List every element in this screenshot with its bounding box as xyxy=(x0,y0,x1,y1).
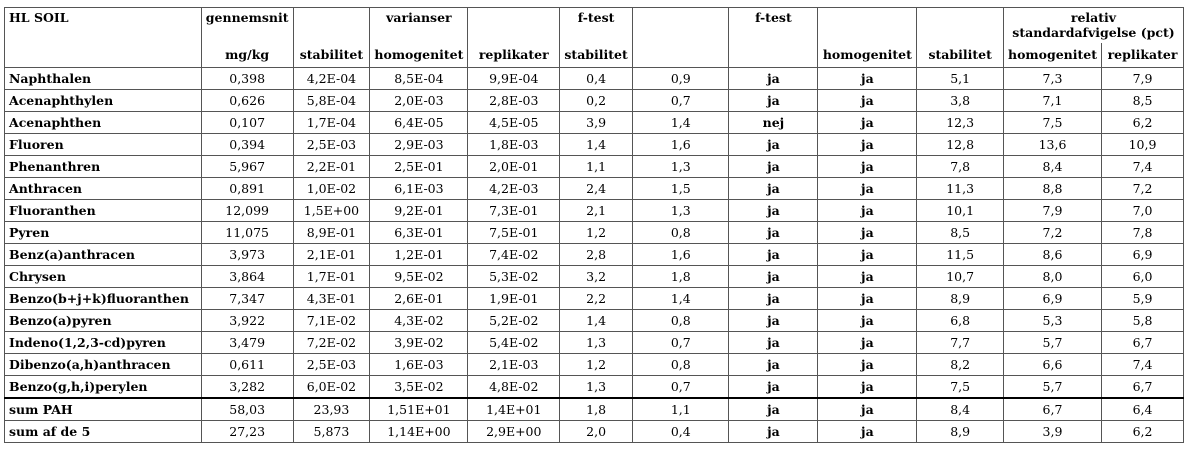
variance-stabilitet: 2,5E-03 xyxy=(293,354,370,376)
f-test-stabilitet-result: ja xyxy=(729,156,818,178)
rsd-replikater: 7,4 xyxy=(1102,156,1184,178)
variance-stabilitet: 6,0E-02 xyxy=(293,376,370,399)
table-row xyxy=(5,200,1184,222)
header-ftest2-homogenitet: homogenitet xyxy=(818,43,917,68)
f-test-stabilitet-result: ja xyxy=(729,222,818,244)
rsd-homogenitet: 7,3 xyxy=(1003,68,1101,90)
rsd-homogenitet: 6,7 xyxy=(1003,398,1101,421)
rsd-stabilitet: 10,7 xyxy=(917,266,1004,288)
variance-homogenitet: 1,2E-01 xyxy=(370,244,468,266)
variance-homogenitet: 6,1E-03 xyxy=(370,178,468,200)
variance-stabilitet: 2,2E-01 xyxy=(293,156,370,178)
mean-value: 0,394 xyxy=(201,134,293,156)
rsd-homogenitet: 5,7 xyxy=(1003,332,1101,354)
compound-name: Fluoranthen xyxy=(5,200,202,222)
rsd-stabilitet: 12,8 xyxy=(917,134,1004,156)
f-value-2: 1,1 xyxy=(633,398,729,421)
rsd-homogenitet: 8,6 xyxy=(1003,244,1101,266)
table-row xyxy=(5,68,1184,90)
rsd-stabilitet: 8,4 xyxy=(917,398,1004,421)
header-relativ-standardafvigelse: relativ standardafvigelse (pct) xyxy=(1003,8,1183,44)
rsd-homogenitet: 7,9 xyxy=(1003,200,1101,222)
table-row xyxy=(5,112,1184,134)
variance-homogenitet: 9,2E-01 xyxy=(370,200,468,222)
rsd-replikater: 6,2 xyxy=(1102,421,1184,443)
compound-name: Naphthalen xyxy=(5,68,202,90)
f-value-1: 2,4 xyxy=(560,178,633,200)
f-value-1: 1,4 xyxy=(560,134,633,156)
f-value-1: 0,4 xyxy=(560,68,633,90)
f-test-stabilitet-result: ja xyxy=(729,354,818,376)
mean-value: 0,891 xyxy=(201,178,293,200)
mean-value: 3,282 xyxy=(201,376,293,399)
compound-name: sum PAH xyxy=(5,398,202,421)
compound-name: Benzo(b+j+k)fluoranthen xyxy=(5,288,202,310)
variance-replikater: 7,4E-02 xyxy=(468,244,560,266)
variance-stabilitet: 8,9E-01 xyxy=(293,222,370,244)
variance-homogenitet: 1,51E+01 xyxy=(370,398,468,421)
mean-value: 0,398 xyxy=(201,68,293,90)
f-test-homogenitet-result: ja xyxy=(818,222,917,244)
f-value-1: 3,2 xyxy=(560,266,633,288)
f-test-homogenitet-result: ja xyxy=(818,200,917,222)
mean-value: 0,626 xyxy=(201,90,293,112)
variance-replikater: 1,4E+01 xyxy=(468,398,560,421)
table-row xyxy=(5,222,1184,244)
f-value-2: 1,5 xyxy=(633,178,729,200)
rsd-stabilitet: 6,8 xyxy=(917,310,1004,332)
f-test-stabilitet-result: ja xyxy=(729,398,818,421)
f-test-homogenitet-result: ja xyxy=(818,288,917,310)
compound-name: Phenanthren xyxy=(5,156,202,178)
mean-value: 0,611 xyxy=(201,354,293,376)
sum-row xyxy=(5,398,1184,421)
rsd-stabilitet: 11,5 xyxy=(917,244,1004,266)
f-test-homogenitet-result: ja xyxy=(818,376,917,399)
variance-stabilitet: 1,0E-02 xyxy=(293,178,370,200)
rsd-homogenitet: 8,8 xyxy=(1003,178,1101,200)
f-value-2: 1,6 xyxy=(633,244,729,266)
rsd-replikater: 5,8 xyxy=(1102,310,1184,332)
f-test-stabilitet-result: ja xyxy=(729,310,818,332)
header-row-2 xyxy=(5,43,1184,68)
f-value-1: 2,2 xyxy=(560,288,633,310)
variance-homogenitet: 1,6E-03 xyxy=(370,354,468,376)
rsd-homogenitet: 6,9 xyxy=(1003,288,1101,310)
header-empty xyxy=(633,8,729,44)
table-row xyxy=(5,354,1184,376)
f-test-homogenitet-result: ja xyxy=(818,266,917,288)
variance-replikater: 2,1E-03 xyxy=(468,354,560,376)
pah-results-table xyxy=(4,7,1184,443)
variance-homogenitet: 4,3E-02 xyxy=(370,310,468,332)
mean-value: 3,864 xyxy=(201,266,293,288)
sum-rows xyxy=(5,398,1184,443)
header-f-test-2: f-test xyxy=(729,8,818,44)
table-row xyxy=(5,288,1184,310)
header-var-replikater: replikater xyxy=(468,43,560,68)
rsd-stabilitet: 3,8 xyxy=(917,90,1004,112)
header-empty xyxy=(468,8,560,44)
table-row xyxy=(5,178,1184,200)
variance-homogenitet: 6,3E-01 xyxy=(370,222,468,244)
header-empty xyxy=(293,8,370,44)
mean-value: 3,973 xyxy=(201,244,293,266)
f-value-1: 0,2 xyxy=(560,90,633,112)
f-test-homogenitet-result: ja xyxy=(818,90,917,112)
table-row xyxy=(5,244,1184,266)
compound-name: Benzo(g,h,i)perylen xyxy=(5,376,202,399)
rsd-stabilitet: 11,3 xyxy=(917,178,1004,200)
header-rel-replikater: replikater xyxy=(1102,43,1184,68)
rsd-replikater: 7,9 xyxy=(1102,68,1184,90)
variance-stabilitet: 5,873 xyxy=(293,421,370,443)
f-test-stabilitet-result: ja xyxy=(729,266,818,288)
rsd-homogenitet: 5,3 xyxy=(1003,310,1101,332)
f-value-2: 0,8 xyxy=(633,354,729,376)
variance-replikater: 7,3E-01 xyxy=(468,200,560,222)
f-value-1: 1,2 xyxy=(560,354,633,376)
compound-name: Indeno(1,2,3-cd)pyren xyxy=(5,332,202,354)
variance-replikater: 5,2E-02 xyxy=(468,310,560,332)
header-empty xyxy=(917,8,1004,44)
compound-name: Pyren xyxy=(5,222,202,244)
variance-stabilitet: 4,3E-01 xyxy=(293,288,370,310)
f-value-2: 0,9 xyxy=(633,68,729,90)
f-test-homogenitet-result: ja xyxy=(818,68,917,90)
mean-value: 5,967 xyxy=(201,156,293,178)
f-test-stabilitet-result: nej xyxy=(729,112,818,134)
f-test-stabilitet-result: ja xyxy=(729,332,818,354)
rsd-replikater: 7,2 xyxy=(1102,178,1184,200)
variance-homogenitet: 2,6E-01 xyxy=(370,288,468,310)
variance-stabilitet: 1,5E+00 xyxy=(293,200,370,222)
f-value-2: 1,3 xyxy=(633,156,729,178)
f-test-stabilitet-result: ja xyxy=(729,68,818,90)
mean-value: 11,075 xyxy=(201,222,293,244)
f-test-homogenitet-result: ja xyxy=(818,354,917,376)
header-var-stabilitet: stabilitet xyxy=(293,43,370,68)
variance-replikater: 9,9E-04 xyxy=(468,68,560,90)
rsd-replikater: 6,7 xyxy=(1102,376,1184,399)
header-empty xyxy=(729,43,818,68)
f-test-homogenitet-result: ja xyxy=(818,398,917,421)
header-rel-stabilitet: stabilitet xyxy=(917,43,1004,68)
table-row xyxy=(5,156,1184,178)
header-empty xyxy=(5,43,202,68)
rsd-homogenitet: 13,6 xyxy=(1003,134,1101,156)
variance-replikater: 4,2E-03 xyxy=(468,178,560,200)
header-varianser: varianser xyxy=(370,8,468,44)
variance-replikater: 2,9E+00 xyxy=(468,421,560,443)
f-value-2: 0,8 xyxy=(633,310,729,332)
table-row xyxy=(5,134,1184,156)
rsd-replikater: 6,0 xyxy=(1102,266,1184,288)
f-value-2: 0,8 xyxy=(633,222,729,244)
compound-name: Acenaphthen xyxy=(5,112,202,134)
data-rows xyxy=(5,68,1184,399)
f-test-homogenitet-result: ja xyxy=(818,310,917,332)
mean-value: 12,099 xyxy=(201,200,293,222)
variance-stabilitet: 4,2E-04 xyxy=(293,68,370,90)
f-test-stabilitet-result: ja xyxy=(729,288,818,310)
variance-replikater: 5,4E-02 xyxy=(468,332,560,354)
compound-name: Benz(a)anthracen xyxy=(5,244,202,266)
f-value-2: 1,6 xyxy=(633,134,729,156)
compound-name: Anthracen xyxy=(5,178,202,200)
rsd-stabilitet: 7,5 xyxy=(917,376,1004,399)
rsd-replikater: 6,7 xyxy=(1102,332,1184,354)
table-row xyxy=(5,332,1184,354)
f-value-1: 2,1 xyxy=(560,200,633,222)
variance-homogenitet: 2,5E-01 xyxy=(370,156,468,178)
variance-stabilitet: 23,93 xyxy=(293,398,370,421)
variance-replikater: 4,5E-05 xyxy=(468,112,560,134)
f-value-2: 1,8 xyxy=(633,266,729,288)
f-test-stabilitet-result: ja xyxy=(729,178,818,200)
f-test-homogenitet-result: ja xyxy=(818,244,917,266)
header-empty xyxy=(633,43,729,68)
mean-value: 3,479 xyxy=(201,332,293,354)
compound-name: Acenaphthylen xyxy=(5,90,202,112)
rsd-replikater: 5,9 xyxy=(1102,288,1184,310)
table-row xyxy=(5,266,1184,288)
f-value-2: 1,3 xyxy=(633,200,729,222)
table-row xyxy=(5,376,1184,399)
f-test-homogenitet-result: ja xyxy=(818,156,917,178)
f-test-stabilitet-result: ja xyxy=(729,90,818,112)
rsd-stabilitet: 7,7 xyxy=(917,332,1004,354)
variance-homogenitet: 6,4E-05 xyxy=(370,112,468,134)
f-value-1: 3,9 xyxy=(560,112,633,134)
rsd-stabilitet: 10,1 xyxy=(917,200,1004,222)
rsd-homogenitet: 7,2 xyxy=(1003,222,1101,244)
f-test-stabilitet-result: ja xyxy=(729,244,818,266)
f-value-1: 1,2 xyxy=(560,222,633,244)
f-value-1: 1,8 xyxy=(560,398,633,421)
variance-homogenitet: 2,9E-03 xyxy=(370,134,468,156)
mean-value: 3,922 xyxy=(201,310,293,332)
f-value-2: 0,7 xyxy=(633,376,729,399)
header-ftest-stabilitet: stabilitet xyxy=(560,43,633,68)
mean-value: 58,03 xyxy=(201,398,293,421)
variance-homogenitet: 8,5E-04 xyxy=(370,68,468,90)
f-test-stabilitet-result: ja xyxy=(729,134,818,156)
rsd-homogenitet: 3,9 xyxy=(1003,421,1101,443)
compound-name: Dibenzo(a,h)anthracen xyxy=(5,354,202,376)
rsd-homogenitet: 7,5 xyxy=(1003,112,1101,134)
header-row-1 xyxy=(5,8,1184,44)
rsd-stabilitet: 8,9 xyxy=(917,421,1004,443)
rsd-homogenitet: 8,0 xyxy=(1003,266,1101,288)
rsd-replikater: 7,0 xyxy=(1102,200,1184,222)
rsd-stabilitet: 7,8 xyxy=(917,156,1004,178)
f-test-homogenitet-result: ja xyxy=(818,178,917,200)
f-test-stabilitet-result: ja xyxy=(729,421,818,443)
f-test-homogenitet-result: ja xyxy=(818,134,917,156)
compound-name: sum af de 5 xyxy=(5,421,202,443)
rsd-replikater: 10,9 xyxy=(1102,134,1184,156)
f-value-2: 1,4 xyxy=(633,288,729,310)
rsd-homogenitet: 7,1 xyxy=(1003,90,1101,112)
rsd-replikater: 7,8 xyxy=(1102,222,1184,244)
f-value-2: 0,4 xyxy=(633,421,729,443)
variance-replikater: 7,5E-01 xyxy=(468,222,560,244)
rsd-replikater: 7,4 xyxy=(1102,354,1184,376)
rsd-replikater: 6,2 xyxy=(1102,112,1184,134)
header-rel-homogenitet: homogenitet xyxy=(1003,43,1101,68)
variance-stabilitet: 2,1E-01 xyxy=(293,244,370,266)
f-test-stabilitet-result: ja xyxy=(729,376,818,399)
rsd-stabilitet: 12,3 xyxy=(917,112,1004,134)
compound-name: Benzo(a)pyren xyxy=(5,310,202,332)
rsd-homogenitet: 6,6 xyxy=(1003,354,1101,376)
f-value-1: 1,3 xyxy=(560,332,633,354)
header-var-homogenitet: homogenitet xyxy=(370,43,468,68)
f-value-2: 0,7 xyxy=(633,90,729,112)
variance-stabilitet: 1,7E-01 xyxy=(293,266,370,288)
variance-stabilitet: 5,8E-04 xyxy=(293,90,370,112)
variance-homogenitet: 3,9E-02 xyxy=(370,332,468,354)
rsd-replikater: 6,4 xyxy=(1102,398,1184,421)
f-test-homogenitet-result: ja xyxy=(818,112,917,134)
variance-stabilitet: 1,7E-04 xyxy=(293,112,370,134)
f-value-1: 2,0 xyxy=(560,421,633,443)
sum-row xyxy=(5,421,1184,443)
rsd-stabilitet: 5,1 xyxy=(917,68,1004,90)
mean-value: 7,347 xyxy=(201,288,293,310)
variance-homogenitet: 2,0E-03 xyxy=(370,90,468,112)
variance-homogenitet: 1,14E+00 xyxy=(370,421,468,443)
variance-stabilitet: 2,5E-03 xyxy=(293,134,370,156)
f-value-1: 1,4 xyxy=(560,310,633,332)
mean-value: 27,23 xyxy=(201,421,293,443)
header-empty xyxy=(818,8,917,44)
table-row xyxy=(5,310,1184,332)
rsd-stabilitet: 8,2 xyxy=(917,354,1004,376)
f-value-1: 2,8 xyxy=(560,244,633,266)
variance-stabilitet: 7,2E-02 xyxy=(293,332,370,354)
f-value-1: 1,1 xyxy=(560,156,633,178)
header-unit: mg/kg xyxy=(201,43,293,68)
f-test-homogenitet-result: ja xyxy=(818,332,917,354)
rsd-stabilitet: 8,5 xyxy=(917,222,1004,244)
f-test-homogenitet-result: ja xyxy=(818,421,917,443)
variance-replikater: 4,8E-02 xyxy=(468,376,560,399)
variance-replikater: 2,0E-01 xyxy=(468,156,560,178)
rsd-replikater: 8,5 xyxy=(1102,90,1184,112)
mean-value: 0,107 xyxy=(201,112,293,134)
variance-replikater: 1,9E-01 xyxy=(468,288,560,310)
variance-replikater: 1,8E-03 xyxy=(468,134,560,156)
f-value-1: 1,3 xyxy=(560,376,633,399)
table-title: HL SOIL xyxy=(5,8,202,44)
rsd-stabilitet: 8,9 xyxy=(917,288,1004,310)
header-gennemsnit: gennemsnit xyxy=(201,8,293,44)
f-value-2: 0,7 xyxy=(633,332,729,354)
table-row xyxy=(5,90,1184,112)
compound-name: Chrysen xyxy=(5,266,202,288)
f-value-2: 1,4 xyxy=(633,112,729,134)
rsd-replikater: 6,9 xyxy=(1102,244,1184,266)
variance-replikater: 5,3E-02 xyxy=(468,266,560,288)
variance-homogenitet: 3,5E-02 xyxy=(370,376,468,399)
rsd-homogenitet: 8,4 xyxy=(1003,156,1101,178)
variance-stabilitet: 7,1E-02 xyxy=(293,310,370,332)
f-test-stabilitet-result: ja xyxy=(729,200,818,222)
variance-replikater: 2,8E-03 xyxy=(468,90,560,112)
header-f-test-1: f-test xyxy=(560,8,633,44)
variance-homogenitet: 9,5E-02 xyxy=(370,266,468,288)
compound-name: Fluoren xyxy=(5,134,202,156)
rsd-homogenitet: 5,7 xyxy=(1003,376,1101,399)
